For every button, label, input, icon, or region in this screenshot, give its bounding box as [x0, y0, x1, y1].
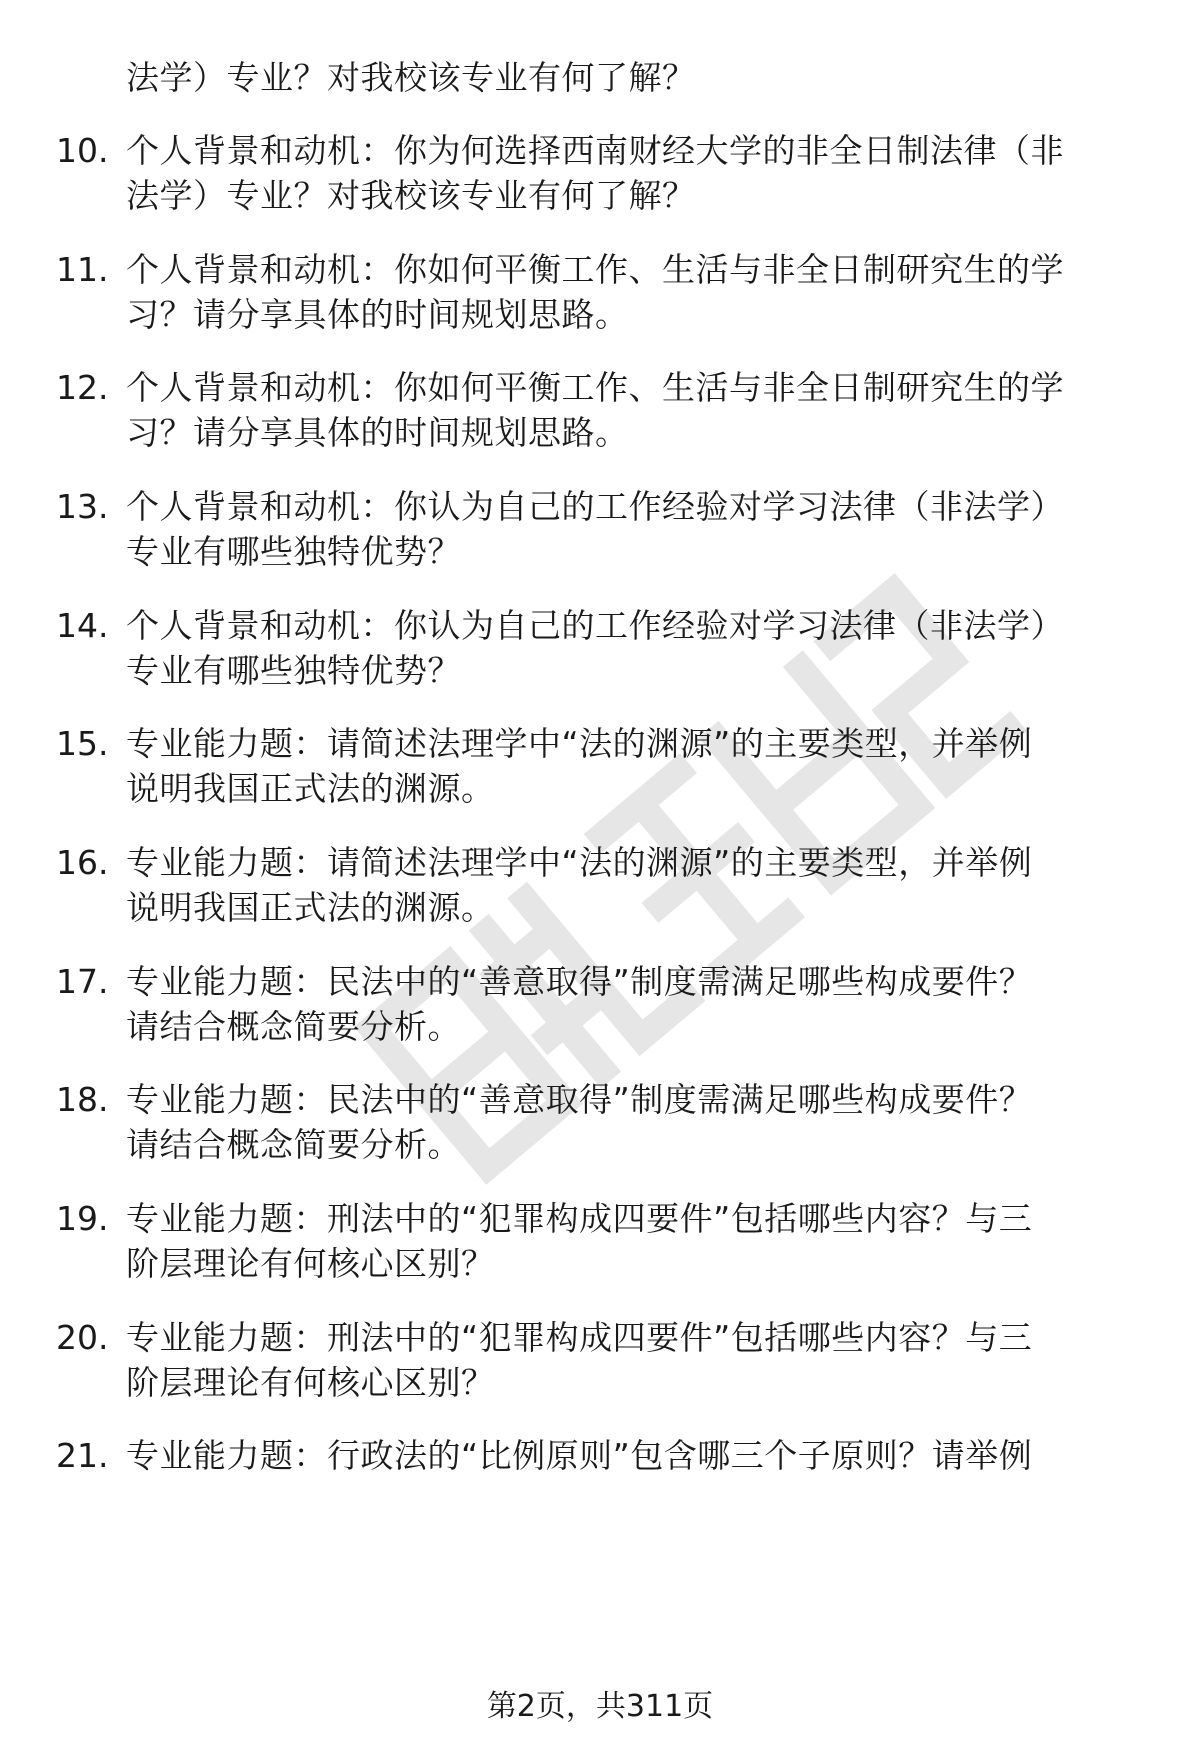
question-text-line: 法学）专业？对我校该专业有何了解？: [126, 176, 696, 215]
question-number: 14.: [56, 606, 109, 645]
question-text-line: 阶层理论有何核心区别？: [126, 1244, 495, 1283]
question-text-line: 请结合概念简要分析。: [126, 1007, 461, 1046]
question-number: 18.: [56, 1080, 109, 1119]
question-text-line: 个人背景和动机：你为何选择西南财经大学的非全日制法律（非: [126, 131, 1064, 170]
question-text-line: 阶层理论有何核心区别？: [126, 1363, 495, 1402]
question-number: 12.: [56, 368, 109, 407]
question-number: 15.: [56, 724, 109, 763]
question-number: 13.: [56, 487, 109, 526]
question-number: 19.: [56, 1199, 109, 1238]
question-text-line: 个人背景和动机：你如何平衡工作、生活与非全日制研究生的学: [126, 368, 1064, 407]
question-text-line: 习？请分享具体的时间规划思路。: [126, 295, 629, 334]
question-text-line: 专业能力题：民法中的“善意取得”制度需满足哪些构成要件？: [126, 1080, 1033, 1119]
question-text-line: 请结合概念简要分析。: [126, 1125, 461, 1164]
question-number: 10.: [56, 131, 109, 170]
question-text-line: 专业能力题：行政法的“比例原则”包含哪三个子原则？请举例: [126, 1436, 1033, 1475]
question-number: 20.: [56, 1318, 109, 1357]
question-text-line: 专业能力题：民法中的“善意取得”制度需满足哪些构成要件？: [126, 962, 1033, 1001]
question-number: 21.: [56, 1436, 109, 1475]
question-text-line: 专业能力题：请简述法理学中“法的渊源”的主要类型，并举例: [126, 724, 1033, 763]
page-number-footer: 第2页，共311页: [486, 1689, 714, 1724]
question-number: 11.: [56, 250, 109, 289]
question-text-line: 专业有哪些独特优势？: [126, 532, 461, 571]
continued-question-text: 法学）专业？对我校该专业有何了解？: [126, 58, 696, 97]
question-text-line: 个人背景和动机：你认为自己的工作经验对学习法律（非法学）: [126, 487, 1064, 526]
question-text-line: 个人背景和动机：你认为自己的工作经验对学习法律（非法学）: [126, 606, 1064, 645]
question-text-line: 专业能力题：刑法中的“犯罪构成四要件”包括哪些内容？与三: [126, 1318, 1033, 1357]
question-text-line: 专业有哪些独特优势？: [126, 651, 461, 690]
question-text-line: 专业能力题：刑法中的“犯罪构成四要件”包括哪些内容？与三: [126, 1199, 1033, 1238]
question-text-line: 说明我国正式法的渊源。: [126, 769, 495, 808]
question-number: 17.: [56, 962, 109, 1001]
question-text-line: 个人背景和动机：你如何平衡工作、生活与非全日制研究生的学: [126, 250, 1064, 289]
question-text-line: 专业能力题：请简述法理学中“法的渊源”的主要类型，并举例: [126, 843, 1033, 882]
question-text-line: 说明我国正式法的渊源。: [126, 888, 495, 927]
question-text-line: 习？请分享具体的时间规划思路。: [126, 413, 629, 452]
question-number: 16.: [56, 843, 109, 882]
